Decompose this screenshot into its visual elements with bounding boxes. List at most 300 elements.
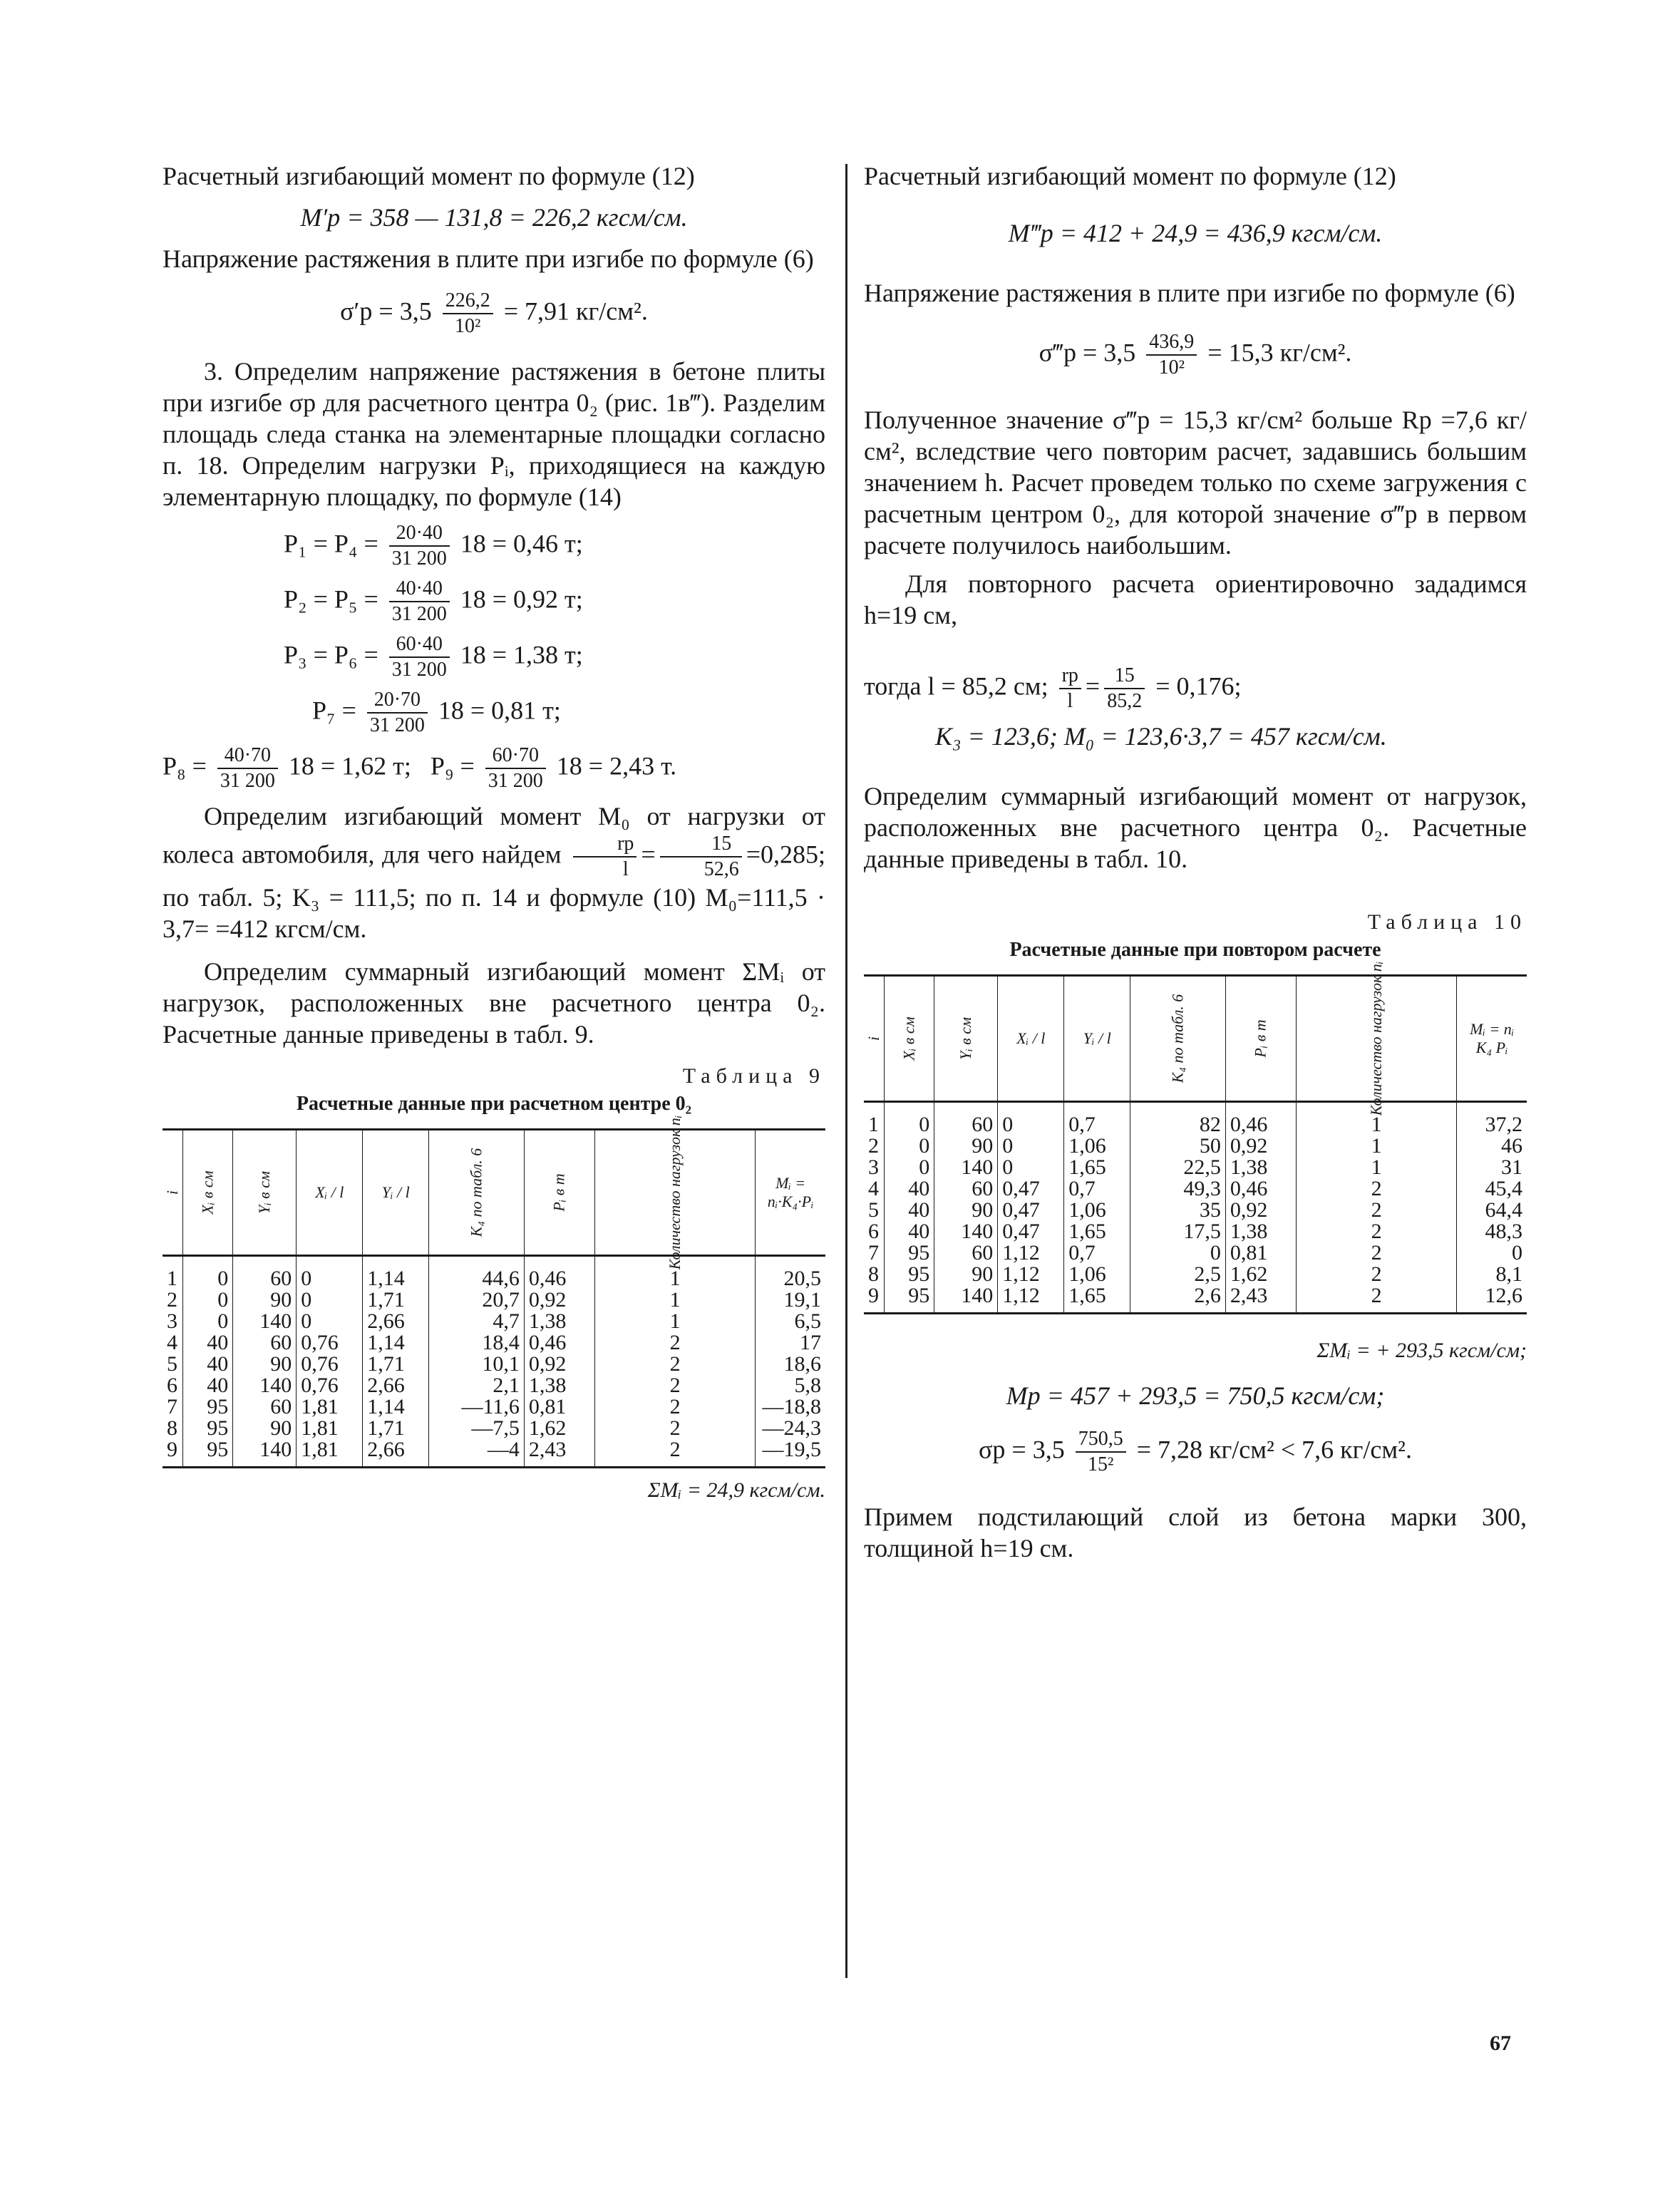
table-cell: 1,38 bbox=[524, 1311, 594, 1332]
table-cell: 1,81 bbox=[297, 1396, 363, 1418]
table-cell: 0 bbox=[998, 1135, 1064, 1157]
table-cell: 0 bbox=[998, 1157, 1064, 1178]
table-cell: 10,1 bbox=[429, 1354, 525, 1375]
equation-rhs: 18 = 0,46 т; bbox=[460, 529, 583, 558]
table-cell: —24,3 bbox=[756, 1418, 825, 1439]
table-cell: 2,5 bbox=[1130, 1264, 1226, 1285]
equation bbox=[312, 688, 825, 738]
table-cell: 0,46 bbox=[524, 1256, 594, 1290]
paragraph: Напряжение растяжения в плите при изгибе по формуле (6) bbox=[163, 244, 814, 273]
paragraph: Напряжение растяжения в плите при изгибе по формуле (6) bbox=[864, 279, 1515, 307]
table-cell: 1 bbox=[1296, 1102, 1456, 1136]
table-cell: 4 bbox=[167, 1331, 177, 1354]
paragraph: Определим изгибающий момент M₀ от нагрузки от колеса автомобиля, для чего найдем $\frac{rр}{l}$ = $\frac{15}{52,6}$ =0,285; по табл. 5; K₃ = 111,5; по п. 14 и формуле (10) M₀=111,5 · 3,7= =412 кгсм/см. bbox=[163, 802, 826, 943]
table-cell: 0,76 bbox=[297, 1332, 363, 1354]
table-row bbox=[864, 1102, 1527, 1136]
fraction bbox=[1104, 664, 1145, 714]
table-cell: 95 bbox=[885, 1242, 934, 1264]
table-cell: 90 bbox=[233, 1418, 297, 1439]
table-row bbox=[864, 1264, 1527, 1285]
column-header: Xᵢ / l bbox=[297, 1130, 363, 1256]
table-row bbox=[163, 1354, 825, 1375]
table-cell: 9 bbox=[864, 1285, 885, 1314]
column-header: Mᵢ = nᵢ·K₄·Pᵢ bbox=[756, 1130, 825, 1256]
fraction bbox=[1146, 330, 1197, 380]
table-cell: 95 bbox=[183, 1439, 233, 1468]
table-cell: 1 bbox=[594, 1289, 755, 1311]
table-cell: 0,7 bbox=[1064, 1102, 1130, 1136]
table-cell: 40 bbox=[885, 1221, 934, 1242]
paragraph: Определим суммарный изгибающий момент ΣMᵢ от нагрузок, расположенных вне расчетного центра 0₂. Расчетные данные приведены в табл. 9. bbox=[163, 957, 825, 1049]
table-cell: 2,43 bbox=[524, 1439, 594, 1468]
table-cell: 1,38 bbox=[1225, 1157, 1296, 1178]
table-row bbox=[163, 1418, 825, 1439]
formula: K₃ = 123,6; M₀ = 123,6·3,7 = 457 кгсм/см. bbox=[935, 722, 1387, 751]
numerator: 15 bbox=[660, 832, 742, 857]
table-cell: 1,06 bbox=[1064, 1135, 1130, 1157]
table-cell: 0,47 bbox=[998, 1178, 1064, 1200]
formula: M‴р = 412 + 24,9 = 436,9 кгсм/см. bbox=[1008, 219, 1383, 247]
table-cell: 2 bbox=[594, 1439, 755, 1468]
denominator: 31 200 bbox=[391, 547, 447, 570]
table-cell: 0,81 bbox=[1225, 1242, 1296, 1264]
table-cell: 1,06 bbox=[1064, 1200, 1130, 1221]
right-column bbox=[864, 160, 1527, 1564]
table-cell: 20,7 bbox=[429, 1289, 525, 1311]
table-cell: 90 bbox=[233, 1354, 297, 1375]
table-cell: 0,7 bbox=[1064, 1242, 1130, 1264]
formula-rhs: = 0,176; bbox=[1155, 671, 1242, 701]
table-cell: —4 bbox=[429, 1439, 525, 1468]
load-equations bbox=[284, 521, 825, 738]
table-cell: 31 bbox=[1457, 1157, 1527, 1178]
table-cell: 1,12 bbox=[998, 1242, 1064, 1264]
table-row bbox=[864, 1285, 1527, 1314]
formula bbox=[163, 289, 825, 339]
table-cell: 2 bbox=[868, 1134, 879, 1158]
table-cell: 95 bbox=[183, 1418, 233, 1439]
denominator: 52,6 bbox=[704, 858, 739, 880]
table-cell: 37,2 bbox=[1457, 1102, 1527, 1136]
equation-rhs: 18 = 1,62 т; bbox=[288, 751, 411, 781]
table-cell: 1,06 bbox=[1064, 1264, 1130, 1285]
table-cell: 2 bbox=[1296, 1285, 1456, 1314]
denominator: 31 200 bbox=[391, 659, 447, 681]
table-cell: 1 bbox=[167, 1267, 177, 1290]
formula bbox=[864, 1427, 1527, 1477]
equation bbox=[284, 521, 825, 571]
paragraph-text: Определим изгибающий момент M₀ от нагрузки от колеса автомобиля, для чего найдем bbox=[163, 802, 825, 869]
fraction bbox=[485, 743, 546, 793]
table-cell: 64,4 bbox=[1457, 1200, 1527, 1221]
table-cell: 1,71 bbox=[363, 1418, 429, 1439]
table-cell: 35 bbox=[1130, 1200, 1226, 1221]
numerator: 60·40 bbox=[389, 632, 450, 658]
table-cell: 49,3 bbox=[1130, 1178, 1226, 1200]
table-row bbox=[163, 1375, 825, 1396]
table-cell: 0,47 bbox=[998, 1221, 1064, 1242]
table-cell: 0,46 bbox=[524, 1332, 594, 1354]
table-cell: 1,14 bbox=[363, 1332, 429, 1354]
table-cell: 1,12 bbox=[998, 1285, 1064, 1314]
table-cell: 0,92 bbox=[1225, 1200, 1296, 1221]
table-cell: 2 bbox=[1296, 1200, 1456, 1221]
numerator: 40·70 bbox=[217, 743, 278, 769]
table-cell: 90 bbox=[233, 1289, 297, 1311]
column-header: Yᵢ в см bbox=[934, 976, 998, 1102]
table-cell: 1,14 bbox=[363, 1396, 429, 1418]
table-cell: 2 bbox=[594, 1418, 755, 1439]
paragraph: Примем подстилающий слой из бетона марки 300, толщиной h=19 см. bbox=[864, 1503, 1527, 1562]
table-cell: 2 bbox=[594, 1375, 755, 1396]
table-cell: 60 bbox=[233, 1256, 297, 1290]
data-table bbox=[864, 961, 1527, 1314]
table-cell: 1,38 bbox=[1225, 1221, 1296, 1242]
table-cell: 1 bbox=[868, 1113, 879, 1136]
equation-line bbox=[163, 743, 825, 793]
left-column bbox=[163, 160, 825, 1503]
table-cell: 45,4 bbox=[1457, 1178, 1527, 1200]
table-cell: 2 bbox=[594, 1332, 755, 1354]
table-cell: 0 bbox=[297, 1311, 363, 1332]
table-cell: 18,6 bbox=[756, 1354, 825, 1375]
table-cell: 1,81 bbox=[297, 1439, 363, 1468]
table-cell: 2 bbox=[1296, 1178, 1456, 1200]
table-cell: 8,1 bbox=[1457, 1264, 1527, 1285]
equation-rhs: 18 = 1,38 т; bbox=[460, 640, 583, 669]
table-cell: 0,47 bbox=[998, 1200, 1064, 1221]
formula-rhs: = 7,28 кг/см² < 7,6 кг/см². bbox=[1136, 1435, 1412, 1464]
table-cell: 3 bbox=[868, 1155, 879, 1179]
table-header-row bbox=[163, 1130, 825, 1256]
table-cell: 1,62 bbox=[524, 1418, 594, 1439]
table-cell: 0 bbox=[885, 1135, 934, 1157]
table-cell: —19,5 bbox=[756, 1439, 825, 1468]
table-cell: 9 bbox=[163, 1439, 183, 1468]
equation-rhs: 18 = 2,43 т. bbox=[556, 751, 677, 781]
table-cell: 140 bbox=[233, 1439, 297, 1468]
table-cell: 1,65 bbox=[1064, 1221, 1130, 1242]
table-cell: —11,6 bbox=[429, 1396, 525, 1418]
table-cell: 46 bbox=[1457, 1135, 1527, 1157]
table-row bbox=[163, 1396, 825, 1418]
table-cell: 0,92 bbox=[1225, 1135, 1296, 1157]
numerator: 20·70 bbox=[367, 688, 428, 714]
numerator: 40·40 bbox=[389, 577, 450, 602]
column-divider bbox=[845, 164, 847, 1978]
table-cell: 6 bbox=[868, 1220, 879, 1243]
formula bbox=[864, 330, 1527, 380]
column-header: Yᵢ / l bbox=[363, 1130, 429, 1256]
table-cell: —18,8 bbox=[756, 1396, 825, 1418]
table-cell: 2 bbox=[167, 1288, 177, 1312]
table-cell: 90 bbox=[934, 1135, 998, 1157]
column-header: i bbox=[864, 976, 885, 1102]
denominator: 31 200 bbox=[369, 714, 425, 736]
table-cell: 17 bbox=[756, 1332, 825, 1354]
table-sum: ΣMᵢ = + 293,5 кгсм/см; bbox=[1316, 1339, 1527, 1362]
column-header: Xᵢ в см bbox=[183, 1130, 233, 1256]
table-cell: 60 bbox=[934, 1242, 998, 1264]
formula-lhs: тогда l = 85,2 см; bbox=[864, 671, 1048, 701]
table-cell: 0,92 bbox=[524, 1289, 594, 1311]
table-cell: 12,6 bbox=[1457, 1285, 1527, 1314]
table-sum: ΣMᵢ = 24,9 кгсм/см. bbox=[647, 1478, 825, 1502]
table-cell: 140 bbox=[934, 1221, 998, 1242]
table-cell: 48,3 bbox=[1457, 1221, 1527, 1242]
denominator: 31 200 bbox=[391, 603, 447, 625]
table-row bbox=[864, 1135, 1527, 1157]
table-cell: 1,38 bbox=[524, 1375, 594, 1396]
table-cell: 6,5 bbox=[756, 1311, 825, 1332]
table-cell: 60 bbox=[934, 1178, 998, 1200]
denominator: 85,2 bbox=[1107, 690, 1143, 712]
column-header: K₄ по табл. 6 bbox=[1130, 976, 1226, 1102]
table-cell: 1 bbox=[594, 1256, 755, 1290]
table-cell: 0 bbox=[1130, 1242, 1226, 1264]
column-header: Xᵢ / l bbox=[998, 976, 1064, 1102]
table-cell: 17,5 bbox=[1130, 1221, 1226, 1242]
denominator: 10² bbox=[1158, 356, 1185, 378]
numerator: rр bbox=[1059, 664, 1081, 689]
table-cell: 0,81 bbox=[524, 1396, 594, 1418]
table-title: Расчетные данные при расчетном центре 0₂ bbox=[296, 1093, 692, 1115]
table-body bbox=[163, 1256, 825, 1468]
equation bbox=[284, 632, 825, 682]
column-header: Pᵢ в т bbox=[1225, 976, 1296, 1102]
table-cell: 1,65 bbox=[1064, 1285, 1130, 1314]
equation bbox=[284, 577, 825, 627]
table-cell: 0,46 bbox=[1225, 1178, 1296, 1200]
formula: тогда l = 85,2 см; $\frac{rр}{l}$ = $\frac{15}{85,2}$ = 0,176; bbox=[864, 664, 1242, 712]
formula-lhs: σр = 3,5 bbox=[979, 1435, 1065, 1464]
equation-lhs: P₉ = bbox=[430, 751, 475, 781]
table-cell: 40 bbox=[183, 1375, 233, 1396]
table-cell: 40 bbox=[183, 1332, 233, 1354]
table-cell: 2 bbox=[1296, 1221, 1456, 1242]
table-cell: 0 bbox=[297, 1256, 363, 1290]
table-cell: 95 bbox=[183, 1396, 233, 1418]
table-cell: 2,1 bbox=[429, 1375, 525, 1396]
table-cell: 2 bbox=[594, 1354, 755, 1375]
numerator: rр bbox=[573, 832, 637, 857]
table-cell: 8 bbox=[167, 1416, 177, 1440]
table-row bbox=[163, 1311, 825, 1332]
numerator: 226,2 bbox=[443, 289, 493, 314]
table-cell: 0 bbox=[297, 1289, 363, 1311]
table-row bbox=[864, 1221, 1527, 1242]
formula-lhs: σ‴р = 3,5 bbox=[1039, 338, 1136, 367]
table-cell: 0,7 bbox=[1064, 1178, 1130, 1200]
paragraph: Для повторного расчета ориентировочно зададимся h=19 см, bbox=[864, 570, 1527, 629]
table-cell: 0,46 bbox=[1225, 1102, 1296, 1136]
table-cell: 5 bbox=[167, 1352, 177, 1376]
table-cell: 0 bbox=[885, 1157, 934, 1178]
table-cell: 0 bbox=[885, 1102, 934, 1136]
table-cell: 19,1 bbox=[756, 1289, 825, 1311]
equation-lhs: P₈ = bbox=[163, 751, 207, 781]
table-row bbox=[864, 1242, 1527, 1264]
table-cell: 0 bbox=[183, 1256, 233, 1290]
table-cell: 1 bbox=[1296, 1157, 1456, 1178]
table-cell: 0 bbox=[998, 1102, 1064, 1136]
table-row bbox=[163, 1332, 825, 1354]
column-header: Mᵢ = nᵢ K₄ Pᵢ bbox=[1457, 976, 1527, 1102]
fraction bbox=[660, 832, 742, 882]
table-row bbox=[163, 1439, 825, 1468]
denominator: l bbox=[1067, 690, 1073, 712]
table-cell: 40 bbox=[885, 1178, 934, 1200]
table-cell: 140 bbox=[934, 1285, 998, 1314]
table-title: Расчетные данные при повтором расчете bbox=[1009, 939, 1381, 961]
table-cell: —7,5 bbox=[429, 1418, 525, 1439]
denominator: l bbox=[622, 858, 629, 880]
table-cell: 60 bbox=[934, 1102, 998, 1136]
table-cell: 2,66 bbox=[363, 1311, 429, 1332]
table-cell: 1,14 bbox=[363, 1256, 429, 1290]
fraction bbox=[389, 632, 450, 682]
table-cell: 60 bbox=[233, 1396, 297, 1418]
table-cell: 1 bbox=[594, 1311, 755, 1332]
numerator: 60·70 bbox=[485, 743, 546, 769]
paragraph: Расчетный изгибающий момент по формуле (12) bbox=[864, 162, 1396, 190]
fraction bbox=[573, 832, 637, 882]
paragraph: Определим суммарный изгибающий момент от нагрузок, расположенных вне расчетного центра 0₂. Расчетные данные приведены в табл. 10. bbox=[864, 782, 1527, 873]
table-cell: 2 bbox=[1296, 1264, 1456, 1285]
table-cell: 6 bbox=[167, 1374, 177, 1397]
column-header: Yᵢ / l bbox=[1064, 976, 1130, 1102]
table-cell: 4 bbox=[868, 1177, 879, 1200]
equation-rhs: 18 = 0,92 т; bbox=[460, 584, 583, 614]
column-header: Xᵢ в см bbox=[885, 976, 934, 1102]
table-cell: 2 bbox=[1296, 1242, 1456, 1264]
paragraph: Расчетный изгибающий момент по формуле (12) bbox=[163, 162, 695, 190]
table-row bbox=[163, 1289, 825, 1311]
paragraph: Полученное значение σ‴р = 15,3 кг/см² больше Rр =7,6 кг/см², вследствие чего повторим расчет, задавшись большим значением h. Расчет проведем только по схеме загружения с расчетным центром 0₂, для которой значение σ‴р в первом расчете получилось наибольшим. bbox=[864, 406, 1527, 560]
table-cell: 0 bbox=[183, 1311, 233, 1332]
formula-rhs: = 15,3 кг/см². bbox=[1207, 338, 1352, 367]
table-cell: 1,12 bbox=[998, 1264, 1064, 1285]
table-cell: 2,6 bbox=[1130, 1285, 1226, 1314]
column-header: K₄ по табл. 6 bbox=[429, 1130, 525, 1256]
denominator: 31 200 bbox=[488, 770, 543, 792]
denominator: 15² bbox=[1088, 1453, 1114, 1475]
table-cell: 140 bbox=[934, 1157, 998, 1178]
table-caption: Таблица 9 bbox=[682, 1064, 825, 1088]
table-cell: 5,8 bbox=[756, 1375, 825, 1396]
table-row bbox=[163, 1256, 825, 1290]
table-cell: 40 bbox=[885, 1200, 934, 1221]
paragraph-text: =0,285; по табл. 5; K₃ = 111,5; по п. 14 и формуле (10) M₀=111,5 · 3,7= =412 кгсм/см. bbox=[163, 840, 826, 943]
table-row bbox=[864, 1200, 1527, 1221]
fraction bbox=[1076, 1427, 1126, 1477]
table-body bbox=[864, 1102, 1527, 1314]
table-cell: 0 bbox=[1457, 1242, 1527, 1264]
table-cell: 8 bbox=[868, 1262, 879, 1286]
equation-rhs: 18 = 0,81 т; bbox=[438, 696, 561, 725]
equation-lhs: P₂ = P₅ = bbox=[284, 584, 378, 614]
fraction bbox=[1059, 664, 1081, 714]
table-cell: 7 bbox=[167, 1395, 177, 1418]
denominator: 10² bbox=[455, 315, 481, 337]
page-number: 67 bbox=[1490, 2031, 1511, 2055]
table-cell: 140 bbox=[233, 1375, 297, 1396]
table-cell: 1,65 bbox=[1064, 1157, 1130, 1178]
table-cell: 1,62 bbox=[1225, 1264, 1296, 1285]
equation-lhs: P₁ = P₄ = bbox=[284, 529, 378, 558]
column-header: i bbox=[163, 1130, 183, 1256]
data-table bbox=[163, 1115, 825, 1468]
formula: M′р = 358 — 131,8 = 226,2 кгсм/см. bbox=[300, 203, 688, 232]
table-cell: 2 bbox=[594, 1396, 755, 1418]
table-cell: 2,66 bbox=[363, 1375, 429, 1396]
table-cell: 95 bbox=[885, 1264, 934, 1285]
numerator: 436,9 bbox=[1146, 330, 1197, 356]
fraction bbox=[389, 577, 450, 627]
table-row bbox=[864, 1178, 1527, 1200]
table-cell: 95 bbox=[885, 1285, 934, 1314]
denominator: 31 200 bbox=[220, 770, 275, 792]
column-header: Pᵢ в т bbox=[524, 1130, 594, 1256]
numerator: 15 bbox=[1104, 664, 1145, 689]
table-cell: 2,66 bbox=[363, 1439, 429, 1468]
table-cell: 3 bbox=[167, 1309, 177, 1333]
table-cell: 40 bbox=[183, 1354, 233, 1375]
table-cell: 7 bbox=[868, 1241, 879, 1265]
table-cell: 5 bbox=[868, 1198, 879, 1222]
numerator: 750,5 bbox=[1076, 1427, 1126, 1453]
table-cell: 1,71 bbox=[363, 1354, 429, 1375]
table-cell: 0 bbox=[183, 1289, 233, 1311]
table-header-row bbox=[864, 976, 1527, 1102]
table-cell: 44,6 bbox=[429, 1256, 525, 1290]
column-header: Yᵢ в см bbox=[233, 1130, 297, 1256]
table-cell: 18,4 bbox=[429, 1332, 525, 1354]
table-cell: 90 bbox=[934, 1264, 998, 1285]
table-cell: 20,5 bbox=[756, 1256, 825, 1290]
table-cell: 0,92 bbox=[524, 1354, 594, 1375]
equation-lhs: P₇ = bbox=[312, 696, 356, 725]
paragraph: 3. Определим напряжение растяжения в бетоне плиты при изгибе σр для расчетного центра 0₂ (рис. 1в‴). Разделим площадь следа станка на элементарные площадки согласно п. 18. Определим нагрузки Pᵢ, приходящиеся на каждую элементарную площадку, по формуле (14) bbox=[163, 357, 825, 511]
table-cell: 1,71 bbox=[363, 1289, 429, 1311]
fraction bbox=[217, 743, 278, 793]
table-caption: Таблица 10 bbox=[1367, 910, 1527, 934]
fraction bbox=[443, 289, 493, 339]
table-cell: 140 bbox=[233, 1311, 297, 1332]
table-cell: 22,5 bbox=[1130, 1157, 1226, 1178]
table-cell: 82 bbox=[1130, 1102, 1226, 1136]
table-cell: 1,81 bbox=[297, 1418, 363, 1439]
table-cell: 0,76 bbox=[297, 1354, 363, 1375]
column-header: Количество нагрузок nᵢ bbox=[594, 1130, 755, 1256]
table-cell: 60 bbox=[233, 1332, 297, 1354]
fraction bbox=[389, 521, 450, 571]
formula-rhs: = 7,91 кг/см². bbox=[503, 297, 648, 326]
formula-lhs: σ′р = 3,5 bbox=[340, 297, 432, 326]
column-header: Количество нагрузок nᵢ bbox=[1296, 976, 1456, 1102]
fraction bbox=[367, 688, 428, 738]
numerator: 20·40 bbox=[389, 521, 450, 547]
table-cell: 4,7 bbox=[429, 1311, 525, 1332]
table-cell: 90 bbox=[934, 1200, 998, 1221]
formula: Mр = 457 + 293,5 = 750,5 кгсм/см; bbox=[1006, 1381, 1385, 1410]
table-row bbox=[864, 1157, 1527, 1178]
table-cell: 2,43 bbox=[1225, 1285, 1296, 1314]
table-cell: 0,76 bbox=[297, 1375, 363, 1396]
table-cell: 50 bbox=[1130, 1135, 1226, 1157]
equation-lhs: P₃ = P₆ = bbox=[284, 640, 378, 669]
table-cell: 1 bbox=[1296, 1135, 1456, 1157]
